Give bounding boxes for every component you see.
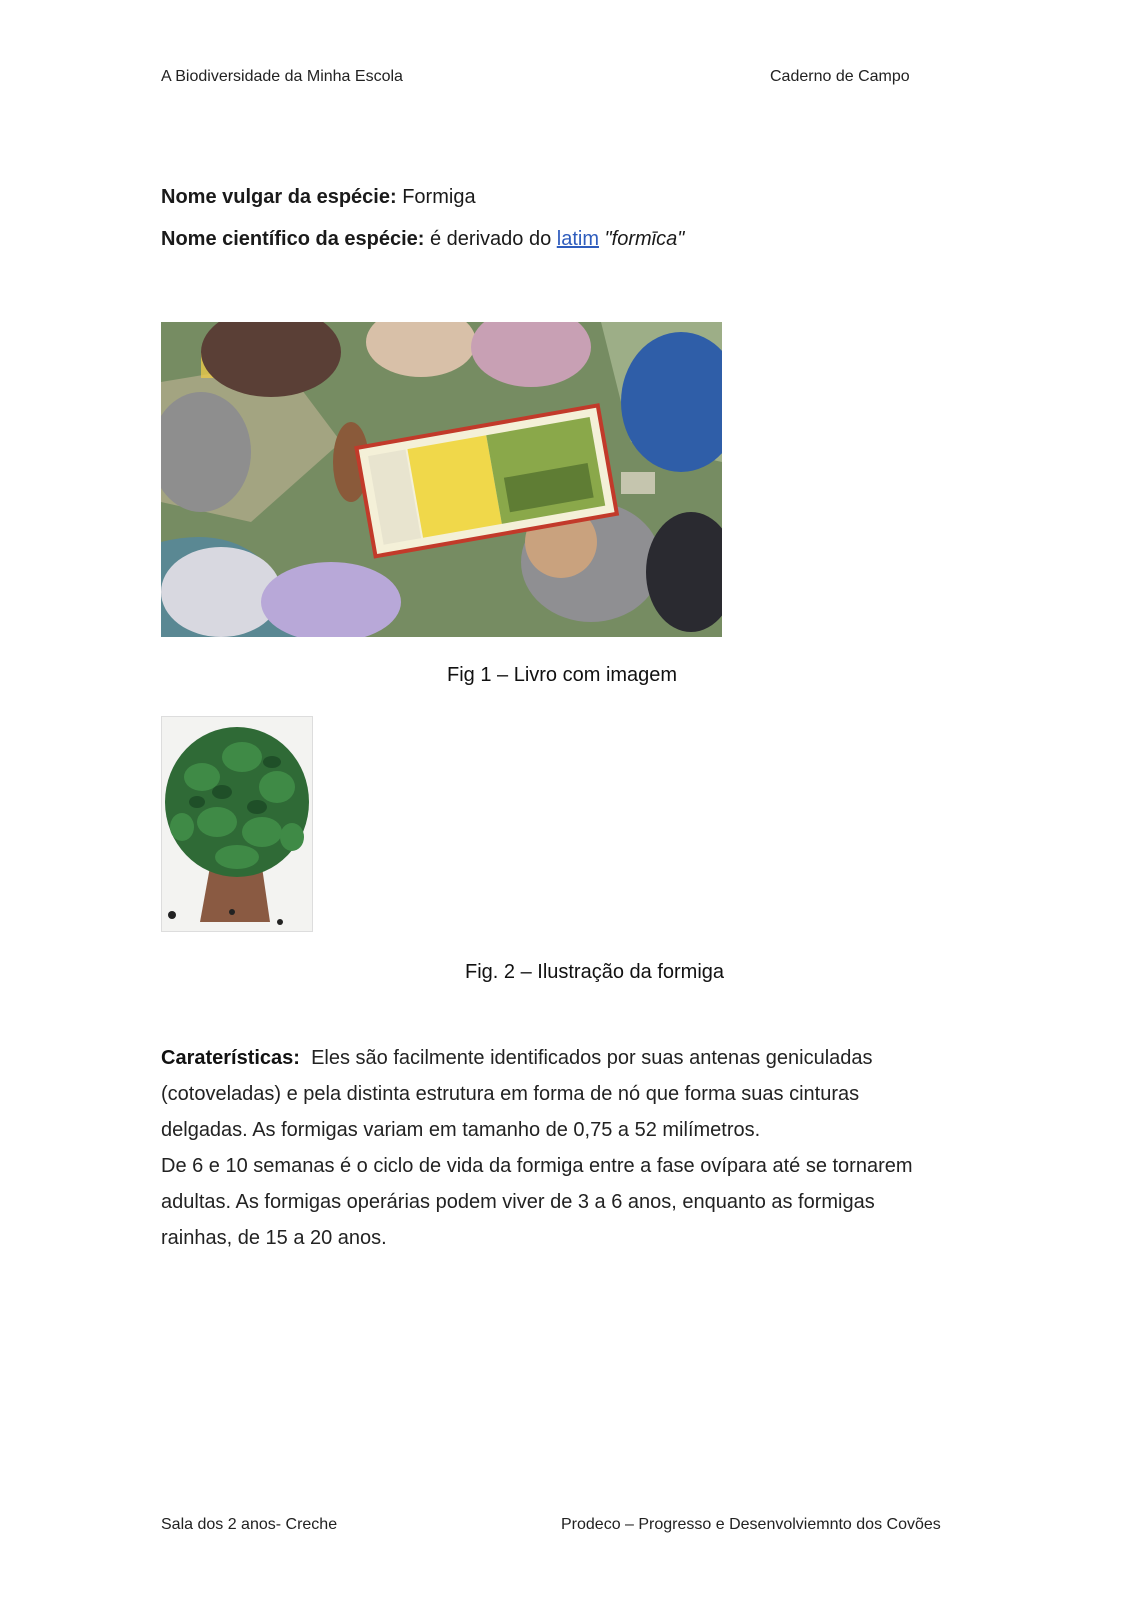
scientific-name-prefix: é derivado do xyxy=(429,228,552,250)
header-subtitle: Caderno de Campo xyxy=(770,68,910,85)
common-name-value: Formiga xyxy=(402,186,476,208)
common-name-label: Nome vulgar da espécie: xyxy=(161,186,397,208)
characteristics-paragraph xyxy=(161,1040,951,1256)
figure-2-caption: Fig. 2 – Ilustração da formiga xyxy=(465,961,725,983)
characteristics-text-2: De 6 e 10 semanas é o ciclo de vida da formiga entre a fase ovípara até se tornarem adultas. As formigas operárias podem viver de 3 a 6 anos, enquanto as formigas rainhas, de 15 a 20 anos. xyxy=(161,1155,913,1249)
common-name-line xyxy=(161,186,476,209)
figure-1-caption: Fig 1 – Livro com imagem xyxy=(447,664,678,686)
characteristics-label: Caraterísticas: xyxy=(161,1047,300,1069)
characteristics-text-1: Eles são facilmente identificados por suas antenas geniculadas (cotoveladas) e pela distinta estrutura em forma de nó que forma suas cinturas delgadas. As formigas variam em tamanho de 0,75 a 52 milímetros. xyxy=(161,1047,873,1141)
scientific-term: "formīca" xyxy=(604,228,685,250)
scientific-name-label: Nome científico da espécie: xyxy=(161,228,425,250)
header-title: A Biodiversidade da Minha Escola xyxy=(161,68,403,85)
footer-left: Sala dos 2 anos- Creche xyxy=(161,1516,338,1533)
footer-right: Prodeco – Progresso e Desenvolviemnto dos Covões xyxy=(561,1516,941,1533)
figure-1-photo xyxy=(161,322,722,637)
figure-2-tree-craft xyxy=(161,716,313,932)
latim-link[interactable]: latim xyxy=(556,228,599,250)
scientific-name-line xyxy=(161,228,684,251)
